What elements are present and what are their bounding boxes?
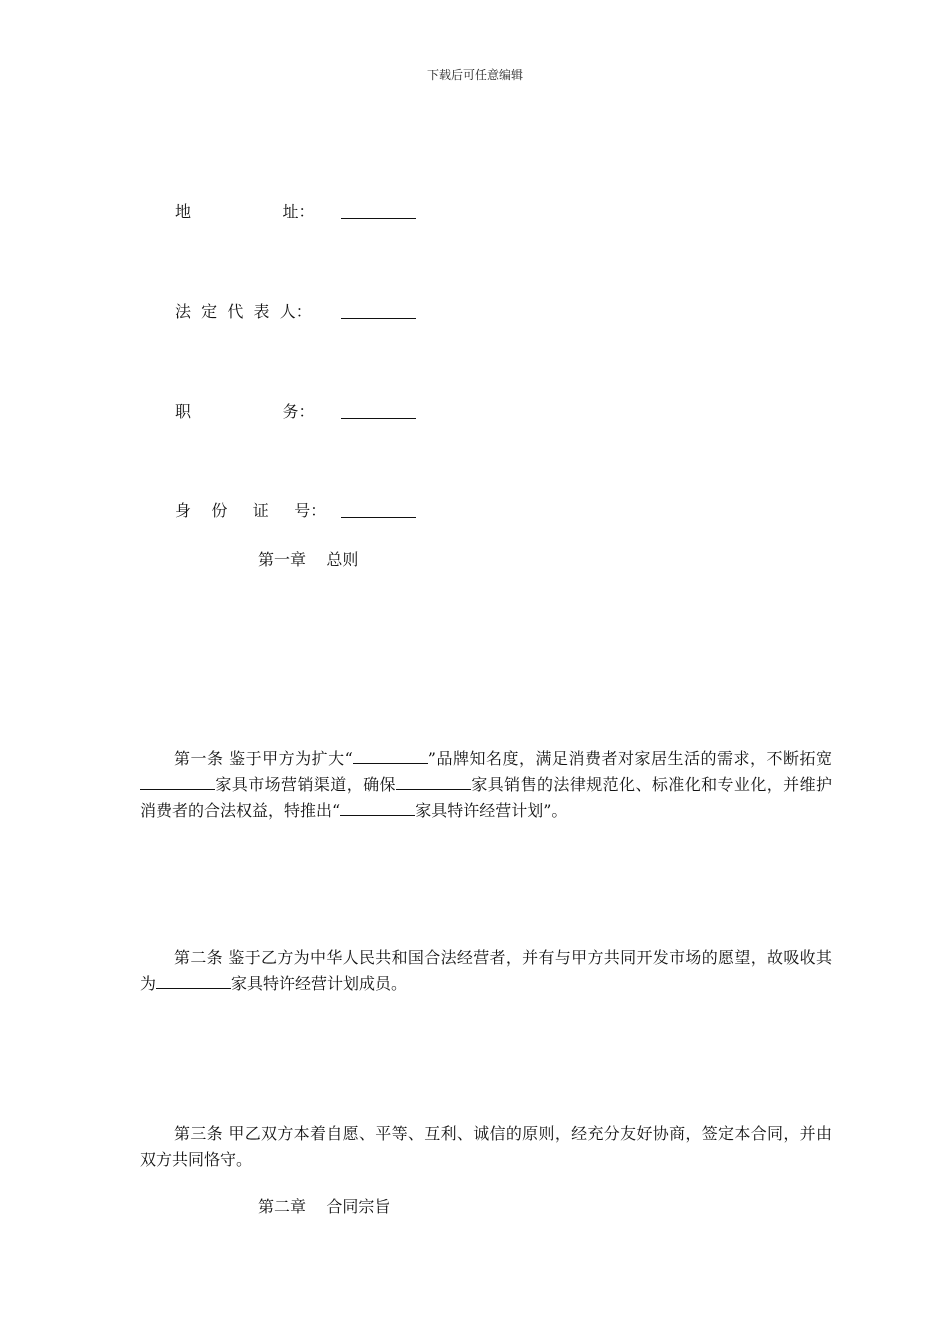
position-label: 职 务： [175,402,315,421]
brand-blank-line[interactable] [353,747,428,764]
article-one [140,746,832,824]
article-two [140,945,832,997]
position-field [175,400,315,424]
article-one-text-5: 家具特许经营计划”。 [415,801,568,820]
legal-representative-blank-line[interactable] [341,300,416,319]
article-one-text-1: 第一条 鉴于甲方为扩大“ [174,749,353,768]
id-number-label: 身 份 证 号： [175,501,327,520]
position-blank-line[interactable] [341,400,416,419]
id-number-blank-line[interactable] [341,499,416,518]
legal-representative-label: 法 定 代 表 人： [175,302,312,321]
chapter-one-heading: 第一章 总则 [258,550,359,569]
market-blank-line[interactable] [140,773,215,790]
address-label: 地 址： [175,202,315,221]
sales-blank-line[interactable] [396,773,471,790]
header-note: 下载后可任意编辑 [426,68,523,82]
article-three [140,1121,832,1173]
legal-representative-field [175,300,312,324]
id-number-field [175,499,327,523]
article-one-text-2: ”品牌知名度，满足消费者对家居生活的需求，不断拓宽 [427,749,832,768]
franchise-plan-blank-line[interactable] [340,799,415,816]
article-one-text-3: 家具市场营销渠道，确保 [215,775,396,794]
member-blank-line[interactable] [156,972,231,989]
address-blank-line[interactable] [341,200,416,219]
article-two-text-2: 家具特许经营计划成员。 [231,974,408,993]
article-two-text-1: 第二条 鉴于乙方为中华人民共和国合法经营者，并有与甲方共同开发市场的愿望，故吸收其为 [140,948,832,993]
article-one-text-4: 家具销售的法律规范化、标准化和专业化，并维护消费者的合法权益，特推出“ [140,775,832,820]
chapter-two-heading: 第二章 合同宗旨 [258,1197,391,1216]
address-field [175,200,315,224]
article-three-text: 第三条 甲乙双方本着自愿、平等、互利、诚信的原则，经充分友好协商，签定本合同，并由双方共同恪守。 [140,1124,832,1169]
